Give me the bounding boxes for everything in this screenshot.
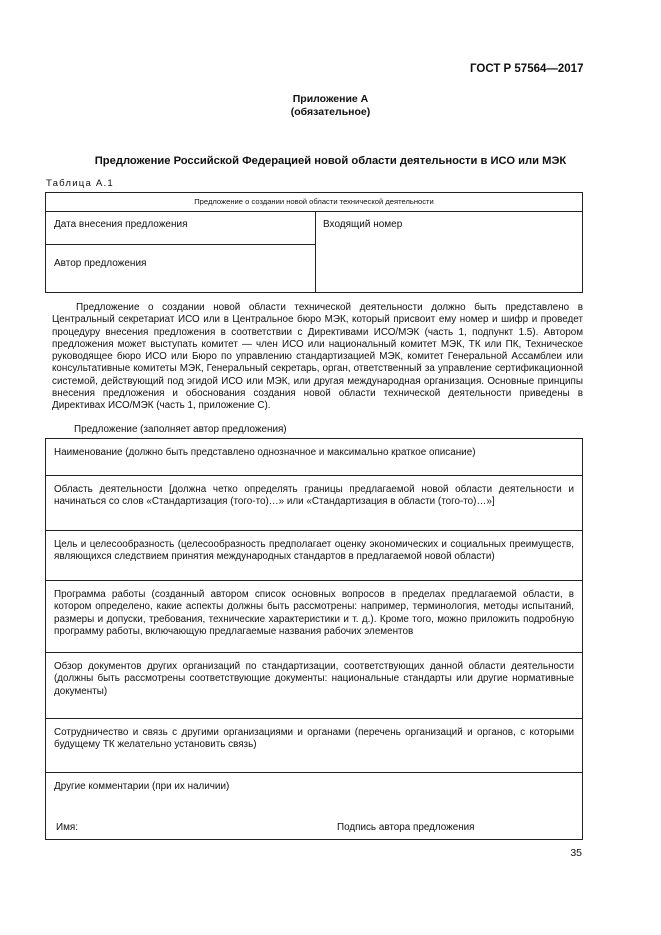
name-label: Имя: bbox=[56, 822, 78, 833]
date-label: Дата внесения предложения bbox=[54, 219, 188, 230]
author-label: Автор предложения bbox=[54, 258, 147, 269]
proposal-label: Предложение (заполняет автор предложения) bbox=[74, 424, 287, 435]
row-documents-review: Обзор документов других организаций по стандартизации, соответствующих данной области деятельности (должны быть рассмотрены соответствующие документы: национальные стандарты или другие нормативные документы) bbox=[46, 653, 582, 719]
row-divider bbox=[46, 244, 315, 245]
page-number: 35 bbox=[570, 847, 582, 859]
incoming-number-label: Входящий номер bbox=[323, 219, 403, 230]
row-purpose: Цель и целесообразность (целесообразность предполагает оценку экономических и социальных преимуществ, являющихся следствием принятия международных стандартов в предлагаемой новой области) bbox=[46, 531, 582, 581]
proposal-info-table bbox=[45, 192, 583, 293]
table-header: Предложение о создании новой области технической деятельности bbox=[46, 193, 582, 212]
row-scope: Область деятельности [должна четко определять границы предлагаемой новой области деятельности и начинаться со слов «Стандартизация (того-то)…» или «Стандартизация в области (того-то)…»] bbox=[46, 476, 582, 531]
intro-paragraph: Предложение о создании новой области технической деятельности должно быть представлено в Центральный секретариат ИСО или в Центральное бюро МЭК, который присвоит ему номер и шифр и проведет процедуру внесения предложения в соответствии с Директивами ИСО/МЭК (часть 1, подпункт 1.5). Автором предложения может выступать комитет — член ИСО или национальный комитет МЭК, ТК или ПК, Техническое руководящее бюро ИСО или Бюро по управлению стандартизацией МЭК, комитет Генеральной Ассамблеи или консультативные комитеты МЭК, Генеральный секретарь, орган, ответственный за управление сертификационной системой, действующий под эгидой ИСО или МЭК, или другая международная организация. Основные принципы внесения предложения и обоснования создания новой области технической деятельности приведены в Директивах ИСО/МЭК (часть 1, приложение С). bbox=[52, 302, 583, 412]
annex-title: Приложение А bbox=[292, 93, 369, 105]
row-cooperation: Сотрудничество и связь с другими организациями и органами (перечень организаций и органов, с которыми будущему ТК желательно установить связь) bbox=[46, 719, 582, 773]
proposal-table bbox=[45, 438, 583, 840]
standard-number: ГОСТ Р 57564—2017 bbox=[470, 63, 584, 75]
signature-label: Подпись автора предложения bbox=[337, 822, 475, 833]
column-divider bbox=[315, 212, 316, 292]
table-label: Таблица А.1 bbox=[46, 178, 114, 189]
row-name: Наименование (должно быть представлено однозначное и максимально краткое описание) bbox=[46, 439, 582, 476]
row-other-comments: Другие комментарии (при их наличии) bbox=[54, 781, 230, 792]
document-title: Предложение Российской Федерацией новой области деятельности в ИСО или МЭК bbox=[94, 155, 567, 167]
annex-status: (обязательное) bbox=[290, 106, 371, 118]
row-work-programme: Программа работы (созданный автором список основных вопросов в пределах предлагаемой области, в котором определено, какие аспекты должны быть рассмотрены: например, терминология, методы испытаний, размеры и допуски, требования, технические характеристики и т. д.). Кроме того, можно приложить подробную программу работы, включающую предлагаемые названия рабочих элементов bbox=[46, 581, 582, 653]
